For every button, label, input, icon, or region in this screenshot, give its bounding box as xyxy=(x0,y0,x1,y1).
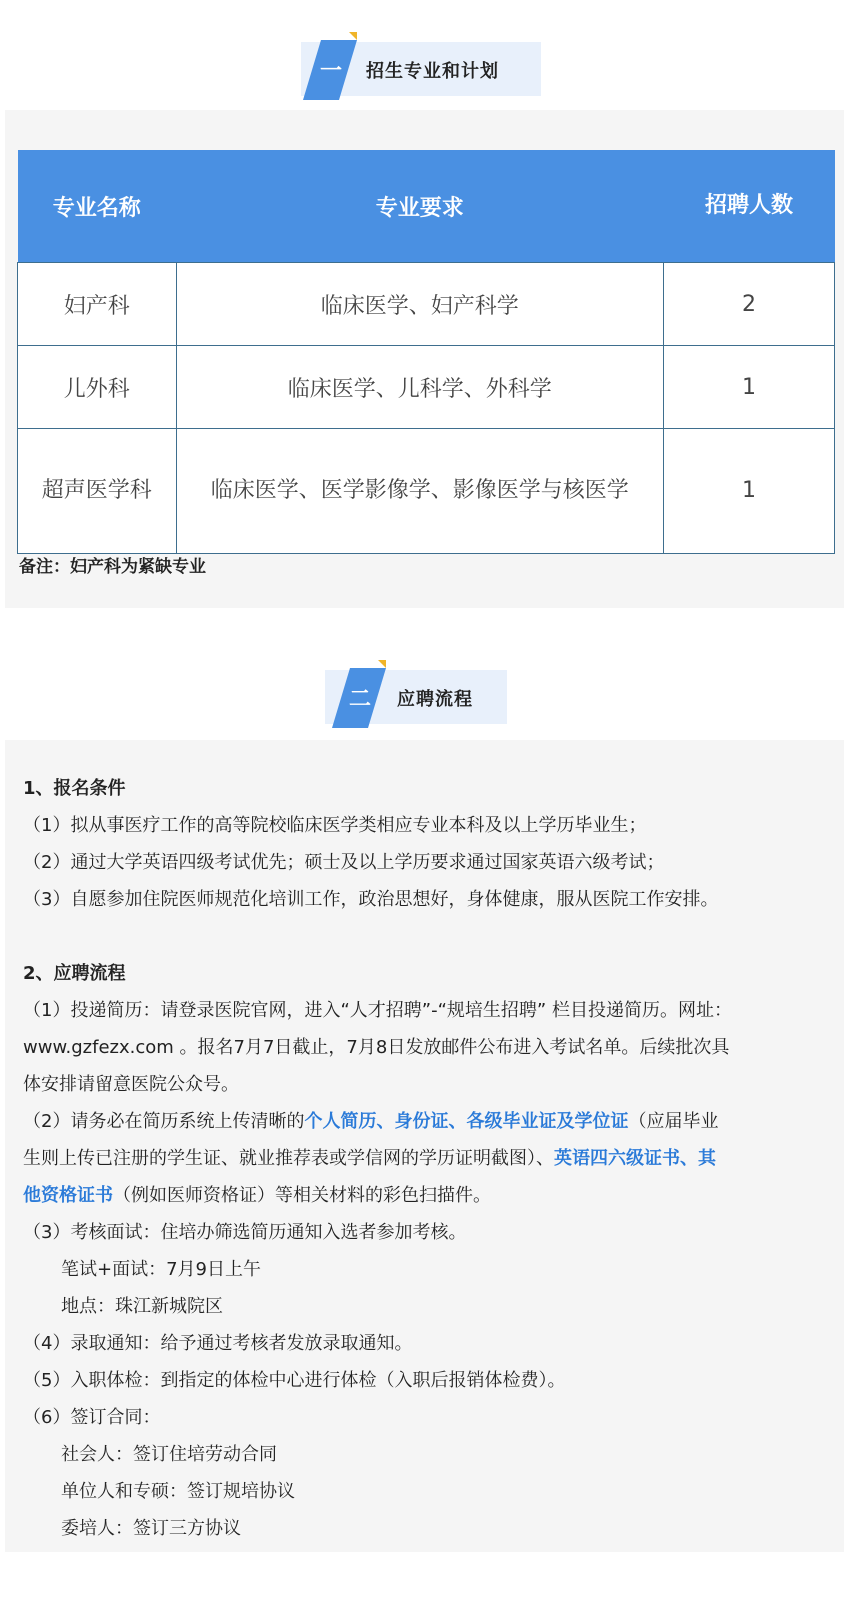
step-2-text: （应届毕业 xyxy=(628,1111,719,1132)
process-step-3-detail: 地点：珠江新城院区 xyxy=(61,1296,223,1317)
process-step-6: （6）签订合同： xyxy=(23,1407,161,1428)
step-2-highlight: 他资格证书 xyxy=(23,1185,113,1206)
process-step-2-line xyxy=(23,1140,838,1177)
cell-major-name: 超声医学科 xyxy=(18,429,177,554)
condition-item: （2）通过大学英语四级考试优先；硕士及以上学历要求通过国家英语六级考试； xyxy=(23,852,665,873)
section-title: 应聘流程 xyxy=(397,689,473,710)
cell-requirement: 临床医学、妇产科学 xyxy=(176,263,663,346)
conditions-heading: 1、报名条件 xyxy=(23,778,126,799)
process-step-2-line xyxy=(23,1103,838,1140)
process-heading: 2、应聘流程 xyxy=(23,963,126,984)
table-row xyxy=(18,429,835,554)
process-panel xyxy=(5,740,844,1552)
process-step-4: （4）录取通知：给予通过考核者发放录取通知。 xyxy=(23,1333,413,1354)
cell-requirement: 临床医学、医学影像学、影像医学与核医学 xyxy=(176,429,663,554)
step-2-text: 生则上传已注册的学生证、就业推荐表或学信网的学历证明截图）、 xyxy=(23,1148,554,1169)
condition-item: （1）拟从事医疗工作的高等院校临床医学类相应专业本科及以上学历毕业生； xyxy=(23,815,647,836)
section-header-2 xyxy=(0,670,849,730)
majors-table xyxy=(17,150,835,554)
cell-major-name: 妇产科 xyxy=(18,263,177,346)
section-number: 一 xyxy=(319,59,342,84)
process-step-1-line: 体安排请留意医院公众号。 xyxy=(23,1074,239,1095)
process-step-3: （3）考核面试：住培办筛选简历通知入选者参加考核。 xyxy=(23,1222,467,1243)
header-requirement: 专业要求 xyxy=(176,150,663,263)
step-2-highlight: 个人简历、身份证、各级毕业证及学位证 xyxy=(304,1111,629,1132)
table-row xyxy=(18,346,835,429)
process-step-3-detail: 笔试+面试：7月9日上午 xyxy=(61,1259,261,1280)
step-2-text: （2）请务必在简历系统上传清晰的 xyxy=(23,1111,305,1132)
table-row xyxy=(18,263,835,346)
condition-item: （3）自愿参加住院医师规范化培训工作，政治思想好，身体健康，服从医院工作安排。 xyxy=(23,889,719,910)
cell-count: 1 xyxy=(663,429,834,554)
header-count: 招聘人数 xyxy=(663,150,834,263)
table-header-row xyxy=(18,150,835,263)
header-major-name: 专业名称 xyxy=(18,150,177,263)
cell-major-name: 儿外科 xyxy=(18,346,177,429)
section-number: 二 xyxy=(348,687,371,712)
cell-count: 2 xyxy=(663,263,834,346)
process-step-6-detail: 委培人：签订三方协议 xyxy=(61,1518,241,1539)
cell-count: 1 xyxy=(663,346,834,429)
process-step-2-line xyxy=(23,1177,838,1214)
process-step-5: （5）入职体检：到指定的体检中心进行体检（入职后报销体检费）。 xyxy=(23,1370,566,1391)
section-header-1 xyxy=(0,42,849,102)
majors-panel xyxy=(5,110,844,608)
section-number-badge xyxy=(330,660,386,732)
process-step-6-detail: 单位人和专硕：签订规培协议 xyxy=(61,1481,295,1502)
process-step-1-line: （1）投递简历：请登录医院官网，进入“人才招聘”-“规培生招聘” 栏目投递简历。网址： xyxy=(23,1000,732,1021)
process-step-6-detail: 社会人：签订住培劳动合同 xyxy=(61,1444,277,1465)
process-step-1-line: www.gzfezx.com 。报名7月7日截止，7月8日发放邮件公布进入考试名单。后续批次具 xyxy=(23,1037,730,1058)
process-content xyxy=(23,770,838,1547)
section-title: 招生专业和计划 xyxy=(366,61,499,82)
table-note: 备注：妇产科为紧缺专业 xyxy=(19,557,206,577)
step-2-text: （例如医师资格证）等相关材料的彩色扫描件。 xyxy=(113,1185,491,1206)
step-2-highlight: 英语四六级证书、其 xyxy=(554,1148,716,1169)
section-number-badge xyxy=(301,32,357,104)
cell-requirement: 临床医学、儿科学、外科学 xyxy=(176,346,663,429)
